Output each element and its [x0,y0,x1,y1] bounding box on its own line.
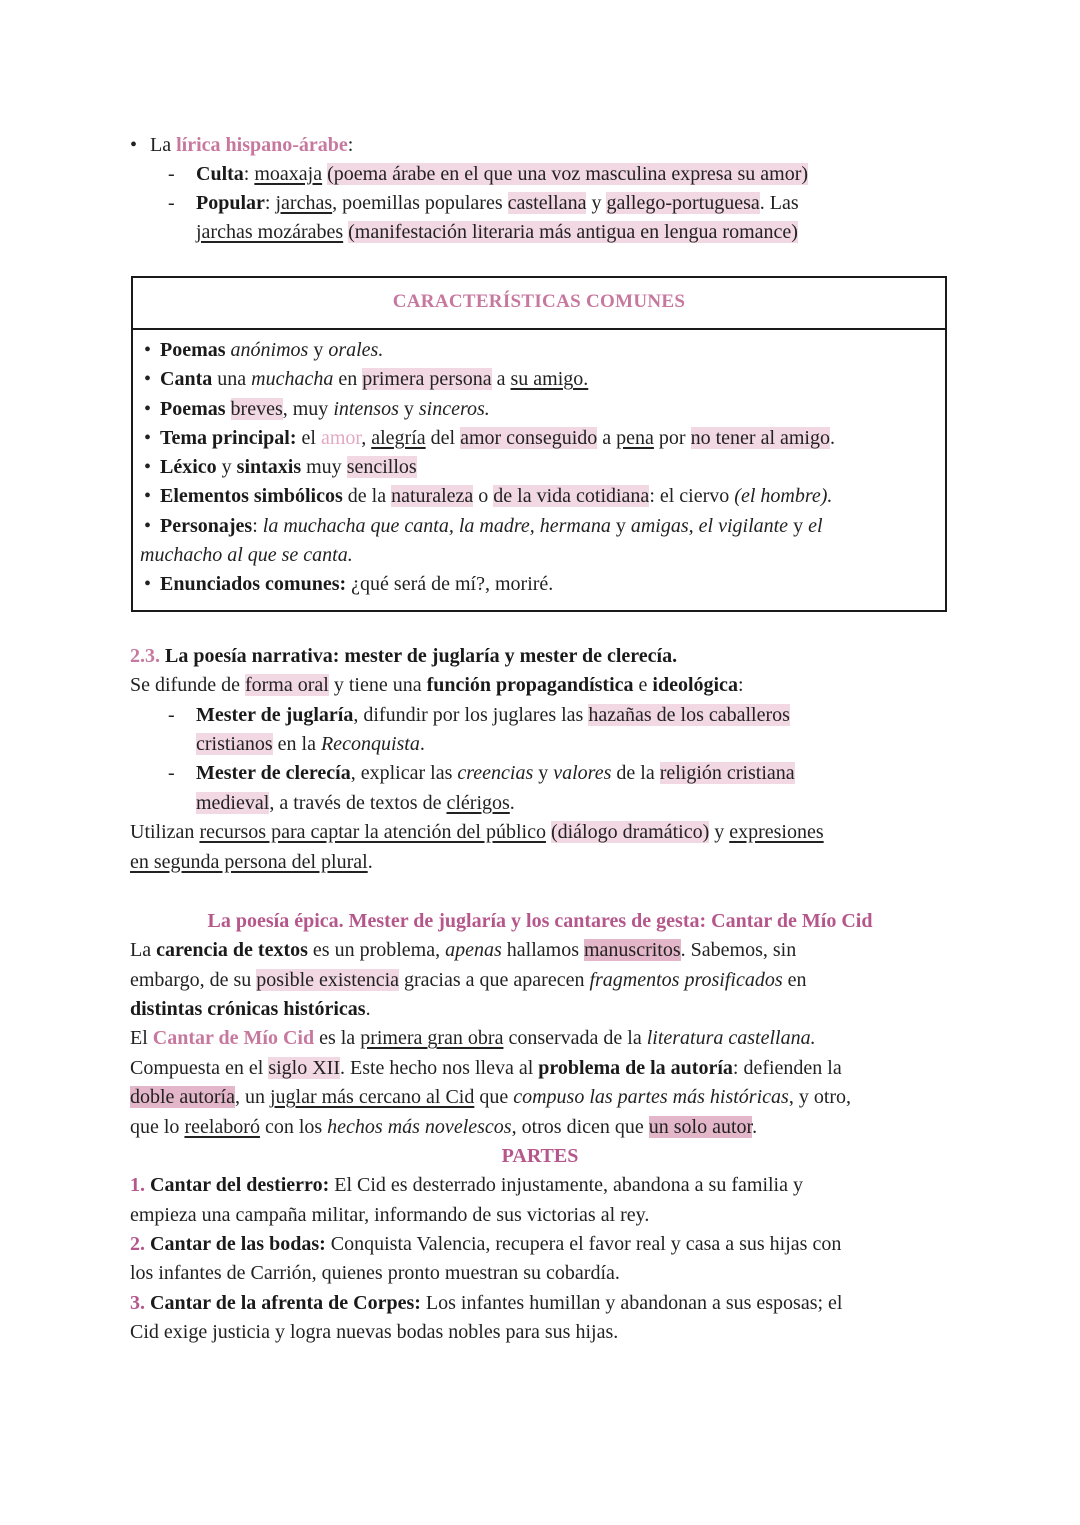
text-run: : [252,514,263,537]
underlined-term: alegría [371,426,426,449]
bold-term: problema de la autoría [538,1056,733,1079]
italic-text: valores [553,762,612,785]
text-run: con los [259,1115,328,1138]
highlighted-text: primera persona [362,368,492,391]
bullet-marker: • [144,514,152,537]
text-run: y [586,192,607,214]
popular-line [130,189,950,218]
part-name: Cantar de la afrenta de Corpes: [145,1291,421,1314]
highlighted-text: sencillos [346,456,417,479]
text-run: . [419,733,425,756]
highlighted-text: un solo autor [648,1115,753,1138]
underlined-term: clérigos [446,791,510,814]
underlined-term: pena [616,426,654,449]
highlighted-text: castellana [507,192,587,214]
text-run: Compuesta en el [130,1056,269,1079]
bold-term: Enunciados comunes: [160,573,347,596]
bold-term: Poemas [160,339,226,361]
epica-section [130,907,950,1347]
paragraph-line [130,1054,950,1083]
highlighted-text: hazañas de los caballeros [588,703,790,726]
highlighted-text: amor conseguido [460,426,598,449]
italic-text: literatura castellana. [646,1027,816,1050]
narrativa-section [130,642,950,877]
underlined-term: primera gran obra [360,1027,504,1050]
text-run: del [425,426,461,449]
text-run: La [130,939,157,962]
text-run: y [533,762,554,785]
bold-term: Canta [160,368,213,391]
bold-term: Popular [196,192,265,214]
parts-heading: PARTES [501,1144,579,1167]
bullet-marker: • [144,339,152,361]
paragraph-line [130,1113,950,1142]
popular-continuation-line [130,218,950,247]
highlighted-text: breves [230,397,283,420]
pink-term: Cantar de Mío Cid [152,1027,315,1050]
highlighted-text: (diálogo dramático) [550,821,710,844]
text-run: por [653,426,691,449]
highlighted-text: de la vida cotidiana [493,485,650,508]
text-run: Cid exige justicia y logra nuevas bodas nobles para sus hijas. [130,1321,619,1344]
clerecia-line [130,759,950,788]
text-run: y [709,821,730,844]
underlined-term: reelaboró [184,1115,260,1138]
text-run: . Este hecho nos lleva al [339,1056,539,1079]
text-run: . [509,791,515,814]
italic-text: el [808,514,823,537]
text-run: : el ciervo [649,485,735,508]
text-run: Los infantes humillan y abandonan a sus esposas; el [420,1291,843,1314]
parts-heading-line [130,1142,950,1171]
text-run: , un [234,1086,270,1109]
text-run: , muy [282,397,334,420]
highlighted-text: siglo XII [268,1056,340,1079]
bullet-marker: • [144,397,152,420]
text-run: y [610,514,631,537]
text-run: . Las [759,192,799,214]
underlined-term: en segunda persona del plural [130,850,368,873]
dash-marker: - [168,192,175,214]
text-run: : [347,134,354,156]
italic-text: anónimos [230,339,309,361]
juglaria-continuation-line [130,730,950,759]
paragraph-line [130,995,950,1024]
text-run: a [597,426,617,449]
text-run: , poemillas populares [332,192,508,214]
part-continuation-line [130,1259,950,1288]
text-run [226,398,231,420]
box-item [140,512,945,541]
text-run: Utilizan [130,821,200,844]
part-number: 1. [130,1174,145,1197]
text-run: en [782,968,807,991]
text-run: a [491,368,511,391]
paragraph-line [130,936,950,965]
underlined-term: jarchas mozárabes [196,221,344,243]
culta-line [130,160,950,189]
text-run: : [243,163,255,185]
text-run: . [752,1115,758,1138]
text-run: que [474,1086,514,1109]
juglaria-line [130,701,950,730]
lirica-title: lírica hispano-árabe [176,134,348,156]
italic-text: sinceros. [418,397,490,420]
italic-text: muchacho al que se canta. [140,544,353,567]
lirica-intro-line [130,131,950,160]
italic-text: intensos [333,397,399,420]
box-item [140,482,945,511]
box-item [140,365,945,394]
highlighted-text: (poema árabe en el que una voz masculina expresa su amor) [327,163,809,185]
box-item [140,336,945,365]
underlined-term: expresiones [729,821,824,844]
dash-marker: - [168,703,175,726]
part-name: Cantar del destierro: [145,1174,330,1197]
text-run: e [633,674,653,697]
underlined-term: su amigo. [510,368,589,391]
dash-marker: - [168,163,175,185]
highlighted-text: gallego-portuguesa [606,192,760,214]
text-run: . [830,426,835,449]
underlined-term: juglar más cercano al Cid [269,1086,475,1109]
text-run: , difundir por los juglares las [353,703,589,726]
epica-title-line [130,907,950,936]
text-run: , [361,426,372,449]
italic-text: apenas [445,939,502,962]
bold-term: ideológica [652,674,738,697]
italic-text: Reconquista [320,733,420,756]
highlighted-text: doble autoría [130,1086,235,1109]
highlighted-text: manuscritos [583,939,681,962]
text-run: , a través de textos de [269,791,447,814]
italic-text: la muchacha que canta, la madre, hermana [262,514,611,537]
underlined-term: jarchas [275,192,333,214]
highlighted-text: medieval [196,791,270,814]
box-item [140,453,945,482]
bold-term: Mester de clerecía [196,762,351,785]
text-run: El Cid es desterrado injustamente, abandona a su familia y [329,1174,803,1197]
text-run: embargo, de su [130,968,257,991]
bullet-marker: • [144,456,152,479]
highlighted-text: forma oral [244,674,329,697]
bold-term: Léxico [160,456,217,479]
section-heading [130,642,950,671]
italic-text: muchacha [251,368,334,391]
text-run: en [333,368,363,391]
part-continuation-line [130,1201,950,1230]
highlighted-text: no tener al amigo [690,426,830,449]
bold-term: distintas crónicas históricas [130,998,366,1021]
bullet-marker: • [144,573,152,596]
italic-text: fragmentos prosificados [589,968,783,991]
italic-text: compuso las partes más históricas [513,1086,789,1109]
text-run: . Sabemos, sin [680,939,797,962]
bold-term: Poemas [160,397,226,420]
text-run: : defienden la [732,1056,842,1079]
text-run: La [150,134,177,156]
text-run: de la [611,762,660,785]
text-run: muy [301,456,347,479]
bullet-marker: • [144,426,152,449]
box-item-continuation [140,541,945,570]
highlighted-text: (manifestación literaria más antigua en lengua romance) [348,221,798,243]
italic-text: creencias [457,762,534,785]
underlined-term: recursos para captar la atención del público [199,821,546,844]
underlined-term: moaxaja [254,163,323,185]
bold-term: Personajes [160,514,253,537]
text-run: Conquista Valencia, recupera el favor real y casa a sus hijas con [325,1232,842,1255]
bold-term: carencia de textos [156,939,308,962]
text-run: . [367,850,373,873]
text-run: Se difunde de [130,674,245,697]
lirica-section [130,131,950,247]
text-run: los infantes de Carrión, quienes pronto muestran su cobardía. [130,1262,620,1285]
text-run: es la [314,1027,361,1050]
pink-term: amor [320,426,362,449]
text-run: , y otro, [788,1086,852,1109]
text-run: conservada de la [503,1027,647,1050]
text-run: gracias a que aparecen [399,968,590,991]
text-run: y [398,397,419,420]
highlighted-text: cristianos [196,733,273,756]
part-number: 3. [130,1291,145,1314]
recursos-line [130,818,950,847]
text-run: empieza una campaña militar, informando de sus victorias al rey. [130,1203,650,1226]
paragraph-line [130,966,950,995]
text-run: . [365,998,371,1021]
box-body [133,330,945,600]
paragraph-line [130,1083,950,1112]
italic-text: orales. [328,339,384,361]
text-run: el [296,426,321,449]
italic-text: amigas, el vigilante [630,514,789,537]
text-run: y [216,456,237,479]
highlighted-text: religión cristiana [659,762,795,785]
bullet-marker: • [130,134,138,156]
italic-text: hechos más novelescos [327,1115,512,1138]
highlighted-text: posible existencia [256,968,400,991]
caracteristicas-box [131,276,947,612]
part-line [130,1289,950,1318]
text-run: y [308,339,329,361]
recursos-continuation-line [130,848,950,877]
section-number: 2.3. [130,645,160,667]
part-line [130,1171,950,1200]
italic-text: (el hombre). [734,485,833,508]
epica-title: La poesía épica. Mester de juglaría y los cantares de gesta: Cantar de Mío Cid [207,910,873,932]
bold-term: Tema principal: [160,426,297,449]
text-run: que lo [130,1115,185,1138]
text-run: y tiene una [328,674,427,697]
text-run: hallamos [501,939,584,962]
text-run: , otros dicen que [511,1115,649,1138]
text-run: es un problema, [307,939,446,962]
bold-term: Culta [196,163,244,185]
text-run: , explicar las [350,762,458,785]
text-run: una [212,368,252,391]
text-run: de la [342,485,392,508]
highlighted-text: naturaleza [391,485,474,508]
paragraph-line [130,1024,950,1053]
part-name: Cantar de las bodas: [145,1232,326,1255]
bullet-marker: • [144,368,152,391]
narrativa-intro-line [130,671,950,700]
text-run: y [788,514,809,537]
bold-term: sintaxis [236,456,302,479]
text-run: El [130,1027,153,1050]
bold-term: Mester de juglaría [196,703,354,726]
part-number: 2. [130,1232,145,1255]
part-line [130,1230,950,1259]
box-title: CARACTERÍSTICAS COMUNES [133,278,945,330]
box-item [140,424,945,453]
text-run: : [737,674,744,697]
text-run: : [264,192,276,214]
part-continuation-line [130,1318,950,1347]
box-item [140,395,945,424]
text-run: ¿qué será de mí?, moriré. [346,573,554,596]
text-run: en la [272,733,321,756]
section-title: La poesía narrativa: mester de juglaría y mester de clerecía. [160,645,678,667]
text-run: o [473,485,494,508]
bullet-marker: • [144,485,152,508]
bold-term: función propagandística [426,674,634,697]
bold-term: Elementos simbólicos [160,485,343,508]
box-item [140,570,945,599]
dash-marker: - [168,762,175,785]
clerecia-continuation-line [130,789,950,818]
